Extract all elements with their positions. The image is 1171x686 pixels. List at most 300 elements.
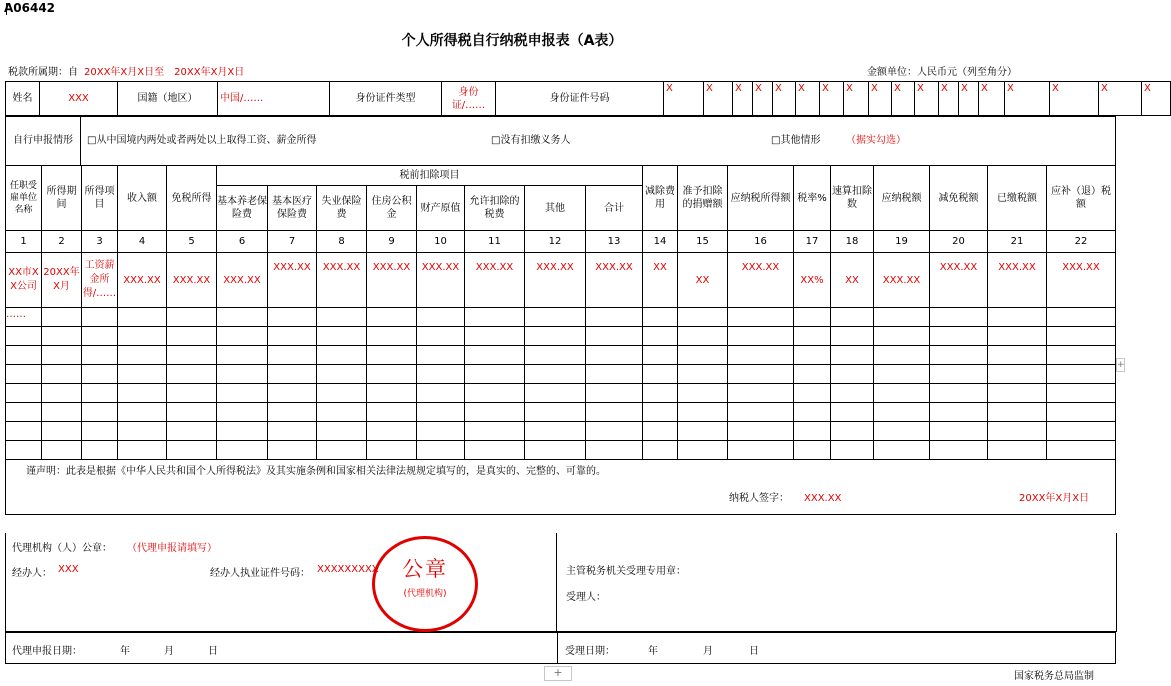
table-cell (643, 346, 678, 365)
col-property: 财产原值 (417, 186, 465, 231)
authority-day: 日 (749, 646, 759, 657)
stamp-subtext: (代理机构) (403, 589, 447, 599)
table-cell (367, 403, 417, 422)
stamp-text: 公章 (402, 557, 448, 581)
authority-date-box (556, 632, 1116, 664)
table-cell (167, 403, 217, 422)
id-type-label: 身份证件类型 (330, 82, 442, 116)
id-digit: X (959, 82, 979, 116)
table-cell (465, 365, 525, 384)
footer-supervised: 国家税务总局监制 (1014, 671, 1094, 682)
table-cell (6, 441, 42, 460)
col-pretax-group: 税前扣除项目 (217, 166, 643, 186)
table-cell (525, 308, 586, 327)
authority-seal-label: 主管税务机关受理专用章： (566, 566, 686, 577)
col-medical: 基本医疗保险费 (268, 186, 317, 231)
table-cell (1047, 384, 1116, 403)
column-number: 6 (217, 231, 268, 253)
table-cell (317, 365, 367, 384)
table-cell (367, 422, 417, 441)
table-cell (678, 308, 728, 327)
table-cell (728, 403, 794, 422)
situation-note: （据实勾选） (846, 135, 906, 146)
table-cell (417, 384, 465, 403)
table-cell (367, 384, 417, 403)
table-cell (874, 422, 930, 441)
id-digit: X (1005, 82, 1050, 116)
column-number: 13 (586, 231, 643, 253)
col-item: 所得项目 (82, 166, 118, 231)
table-cell (42, 422, 82, 441)
handler-value: XXX (58, 564, 79, 575)
table-cell (874, 346, 930, 365)
id-digit: X (939, 82, 959, 116)
table-cell (82, 384, 118, 403)
checkbox-other[interactable]: □其他情形 (771, 135, 821, 146)
table-cell (728, 327, 794, 346)
table-cell (831, 365, 874, 384)
table-cell (643, 308, 678, 327)
id-type-value: 身份证/…… (442, 82, 496, 116)
table-cell (678, 346, 728, 365)
column-number: 2 (42, 231, 82, 253)
table-cell (678, 365, 728, 384)
id-digit: X (664, 82, 704, 116)
table-cell (118, 346, 167, 365)
table-cell: XX (678, 253, 728, 308)
name-label: 姓名 (6, 82, 40, 116)
table-cell (728, 422, 794, 441)
add-row-button[interactable]: + (544, 666, 572, 681)
table-cell (417, 403, 465, 422)
col-unemployment: 失业保险费 (317, 186, 367, 231)
table-cell (643, 422, 678, 441)
table-cell (794, 422, 831, 441)
authority-year: 年 (648, 646, 658, 657)
table-cell (465, 441, 525, 460)
table-cell (167, 365, 217, 384)
id-digit: X (773, 82, 796, 116)
table-cell (525, 422, 586, 441)
table-cell (525, 327, 586, 346)
cert-value: XXXXXXXXX (317, 564, 379, 575)
table-cell (874, 384, 930, 403)
table-cell (465, 403, 525, 422)
table-cell (82, 327, 118, 346)
table-cell (988, 346, 1047, 365)
table-cell (317, 403, 367, 422)
col-housing: 住房公积金 (367, 186, 417, 231)
table-cell (831, 327, 874, 346)
authority-date-label: 受理日期： (565, 646, 615, 657)
table-cell (643, 403, 678, 422)
table-cell (525, 384, 586, 403)
table-row (6, 403, 1116, 422)
table-cell (82, 346, 118, 365)
table-cell (643, 441, 678, 460)
column-number: 15 (678, 231, 728, 253)
taxpayer-info-row (5, 81, 1171, 116)
agent-day: 日 (208, 646, 218, 657)
table-cell: XX市XX公司 (6, 253, 42, 308)
table-cell (82, 422, 118, 441)
col-exempt: 免税所得 (167, 166, 217, 231)
table-cell (930, 365, 988, 384)
table-cell (525, 365, 586, 384)
column-number: 1 (6, 231, 42, 253)
column-number: 12 (525, 231, 586, 253)
table-cell: 20XX年X月 (42, 253, 82, 308)
col-period: 所得期间 (42, 166, 82, 231)
table-cell (167, 422, 217, 441)
col-employer: 任职受雇单位名称 (6, 166, 42, 231)
agent-year: 年 (120, 646, 130, 657)
table-cell (586, 365, 643, 384)
table-cell (465, 327, 525, 346)
agent-seal-note: （代理申报请填写） (127, 543, 217, 554)
column-number: 16 (728, 231, 794, 253)
table-cell (988, 441, 1047, 460)
more-row (6, 308, 1116, 327)
table-cell (794, 327, 831, 346)
table-cell (42, 346, 82, 365)
id-digit: X (979, 82, 1005, 116)
table-cell: XXX.XX (728, 253, 794, 308)
table-cell (794, 365, 831, 384)
column-number: 5 (167, 231, 217, 253)
table-cell (317, 384, 367, 403)
table-cell: XXX.XX (988, 253, 1047, 308)
table-cell (417, 441, 465, 460)
table-cell (678, 384, 728, 403)
table-cell (82, 308, 118, 327)
situation-options (81, 117, 1116, 166)
table-cell (42, 441, 82, 460)
col-refund: 应补（退）税额 (1047, 166, 1116, 231)
table-cell (167, 384, 217, 403)
table-cell (417, 422, 465, 441)
id-digit: X (844, 82, 869, 116)
id-digit: X (1142, 82, 1171, 116)
table-cell (525, 346, 586, 365)
agent-seal-label: 代理机构（人）公章： (12, 543, 112, 554)
table-cell: XX (831, 253, 874, 308)
column-number: 18 (831, 231, 874, 253)
table-cell (930, 422, 988, 441)
table-cell (167, 308, 217, 327)
table-cell (417, 365, 465, 384)
table-cell (525, 403, 586, 422)
period-end: 20XX年X月X日 (174, 67, 245, 78)
table-cell (217, 308, 268, 327)
table-cell (118, 422, 167, 441)
table-cell (118, 384, 167, 403)
id-digit: X (704, 82, 733, 116)
table-row (6, 346, 1116, 365)
table-cell (1047, 365, 1116, 384)
taxpayer-sign-label: 纳税人签字： (729, 493, 789, 504)
nationality-label: 国籍（地区） (118, 82, 218, 116)
table-cell (317, 346, 367, 365)
table-cell (217, 422, 268, 441)
table-cell (367, 346, 417, 365)
income-detail-table (5, 165, 1116, 515)
table-cell (794, 403, 831, 422)
table-cell (417, 327, 465, 346)
id-digit: X (796, 82, 820, 116)
nationality-value: 中国/…… (218, 82, 330, 116)
table-cell (874, 365, 930, 384)
table-cell (6, 365, 42, 384)
table-cell (6, 346, 42, 365)
table-cell: XXX.XX (317, 253, 367, 308)
table-cell: XXX.XX (1047, 253, 1116, 308)
col-reduction: 减除费用 (643, 166, 678, 231)
table-cell (82, 403, 118, 422)
col-taxable: 应纳税所得额 (728, 166, 794, 231)
table-cell (930, 403, 988, 422)
id-number-label: 身份证件号码 (496, 82, 664, 116)
id-digit: X (1099, 82, 1142, 116)
table-cell: XXX.XX (417, 253, 465, 308)
table-cell (268, 403, 317, 422)
situation-label: 自行申报情形 (6, 117, 81, 166)
table-cell (167, 327, 217, 346)
table-cell (6, 384, 42, 403)
table-cell (42, 403, 82, 422)
table-cell: XXX.XX (525, 253, 586, 308)
table-cell (6, 422, 42, 441)
table-cell (1047, 346, 1116, 365)
table-cell: XX (643, 253, 678, 308)
table-cell (678, 422, 728, 441)
table-cell (317, 441, 367, 460)
table-cell (417, 308, 465, 327)
table-cell (42, 327, 82, 346)
column-number: 17 (794, 231, 831, 253)
col-quick: 速算扣除数 (831, 166, 874, 231)
table-cell (1047, 308, 1116, 327)
table-cell (586, 384, 643, 403)
table-cell (831, 441, 874, 460)
col-relief: 减免税额 (930, 166, 988, 231)
receiver-label: 受理人： (566, 592, 606, 603)
table-cell (874, 441, 930, 460)
table-cell (831, 346, 874, 365)
table-cell (794, 308, 831, 327)
table-cell (367, 441, 417, 460)
agent-date-box (5, 632, 558, 664)
table-cell (167, 346, 217, 365)
table-cell (465, 346, 525, 365)
table-cell (1047, 422, 1116, 441)
table-cell (1047, 403, 1116, 422)
form-code: A06442 (4, 1, 56, 15)
table-cell: XXX.XX (465, 253, 525, 308)
table-cell (268, 384, 317, 403)
table-cell (217, 384, 268, 403)
table-cell (1047, 327, 1116, 346)
table-cell (831, 403, 874, 422)
table-cell (268, 308, 317, 327)
table-cell: XXX.XX (874, 253, 930, 308)
period-start: 20XX年X月X日至 (84, 67, 165, 78)
table-cell (268, 327, 317, 346)
table-cell (930, 441, 988, 460)
column-number: 4 (118, 231, 167, 253)
table-cell (831, 422, 874, 441)
table-cell (728, 308, 794, 327)
table-cell (988, 365, 1047, 384)
table-cell: XXX.XX (167, 253, 217, 308)
table-row (6, 384, 1116, 403)
authority-section (556, 533, 1117, 632)
table-cell (82, 365, 118, 384)
table-cell (268, 441, 317, 460)
table-cell (217, 403, 268, 422)
table-row (6, 365, 1116, 384)
table-cell (678, 327, 728, 346)
table-cell (217, 327, 268, 346)
cert-label: 经办人执业证件号码： (210, 568, 310, 579)
table-cell (367, 308, 417, 327)
col-allowed-tax: 允许扣除的税费 (465, 186, 525, 231)
period-label: 税款所属期：自 (8, 67, 78, 78)
declaration-date: 20XX年X月X日 (1019, 493, 1090, 504)
table-cell (268, 365, 317, 384)
table-cell (167, 441, 217, 460)
table-cell (643, 384, 678, 403)
table-cell (42, 308, 82, 327)
form-title: 个人所得税自行纳税申报表（A表） (401, 33, 623, 49)
table-cell (831, 308, 874, 327)
table-cell (874, 327, 930, 346)
id-digit: X (1050, 82, 1099, 116)
table-cell (317, 422, 367, 441)
table-cell (118, 441, 167, 460)
table-cell (988, 308, 1047, 327)
taxpayer-sign-value: XXX.XX (804, 493, 842, 504)
column-number: 9 (367, 231, 417, 253)
column-number: 21 (988, 231, 1047, 253)
table-cell (586, 308, 643, 327)
amount-unit: 金额单位：人民币元（列至角分） (867, 67, 1017, 78)
table-row (6, 327, 1116, 346)
agency-seal-stamp (372, 536, 478, 632)
table-cell (118, 365, 167, 384)
column-number: 19 (874, 231, 930, 253)
col-total: 合计 (586, 186, 643, 231)
table-cell (6, 403, 42, 422)
col-rate: 税率% (794, 166, 831, 231)
add-column-button[interactable]: + (1117, 360, 1125, 370)
table-cell: XXX.XX (586, 253, 643, 308)
table-cell: XXX.XX (930, 253, 988, 308)
declaration-text: 谨声明：此表是根据《中华人民共和国个人所得税法》及其实施条例和国家相关法律法规规定填写的，是真实的、完整的、可靠的。 (26, 466, 606, 477)
table-cell (465, 384, 525, 403)
table-cell (42, 384, 82, 403)
table-cell (728, 365, 794, 384)
table-cell: 工资薪金所得/…… (82, 253, 118, 308)
id-digit: X (820, 82, 844, 116)
table-cell (586, 346, 643, 365)
more-rows-ellipsis: …… (6, 308, 42, 327)
table-cell (268, 422, 317, 441)
table-cell (118, 308, 167, 327)
situation-row (5, 116, 1116, 166)
table-cell (831, 384, 874, 403)
column-number: 3 (82, 231, 118, 253)
table-cell (728, 384, 794, 403)
table-cell (586, 441, 643, 460)
column-number: 7 (268, 231, 317, 253)
table-row (6, 441, 1116, 460)
table-cell (728, 441, 794, 460)
table-cell (874, 308, 930, 327)
table-cell (42, 365, 82, 384)
column-number: 11 (465, 231, 525, 253)
table-cell (930, 327, 988, 346)
authority-month: 月 (703, 646, 713, 657)
sample-data-row (6, 253, 1116, 308)
agent-date-label: 代理申报日期： (12, 646, 82, 657)
table-cell (794, 346, 831, 365)
id-digit: X (753, 82, 773, 116)
table-cell (988, 384, 1047, 403)
handler-label: 经办人： (12, 568, 52, 579)
col-donation: 准予扣除的捐赠额 (678, 166, 728, 231)
col-paid: 已缴税额 (988, 166, 1047, 231)
col-other: 其他 (525, 186, 586, 231)
table-cell (586, 422, 643, 441)
table-cell: XXX.XX (268, 253, 317, 308)
table-cell (930, 308, 988, 327)
table-cell (988, 327, 1047, 346)
id-digit: X (733, 82, 753, 116)
table-cell (118, 403, 167, 422)
table-cell (930, 346, 988, 365)
column-number: 20 (930, 231, 988, 253)
table-cell (417, 346, 465, 365)
table-cell (728, 346, 794, 365)
id-digit: X (892, 82, 915, 116)
agent-month: 月 (164, 646, 174, 657)
table-cell (465, 308, 525, 327)
column-number: 14 (643, 231, 678, 253)
col-income: 收入额 (118, 166, 167, 231)
name-value: XXX (40, 82, 118, 116)
table-cell (1047, 441, 1116, 460)
table-cell (586, 403, 643, 422)
checkbox-two-sources[interactable]: □从中国境内两处或者两处以上取得工资、薪金所得 (87, 135, 317, 146)
table-cell: XX% (794, 253, 831, 308)
table-cell: XXX.XX (217, 253, 268, 308)
table-cell: XXX.XX (367, 253, 417, 308)
table-cell (217, 346, 268, 365)
col-payable: 应纳税额 (874, 166, 930, 231)
table-cell: XXX.XX (118, 253, 167, 308)
column-number: 8 (317, 231, 367, 253)
id-digit: X (869, 82, 892, 116)
table-cell (465, 422, 525, 441)
col-pension: 基本养老保险费 (217, 186, 268, 231)
table-cell (217, 365, 268, 384)
checkbox-no-withholder[interactable]: □没有扣缴义务人 (491, 135, 571, 146)
table-cell (217, 441, 268, 460)
table-cell (367, 327, 417, 346)
table-cell (82, 441, 118, 460)
table-cell (643, 365, 678, 384)
